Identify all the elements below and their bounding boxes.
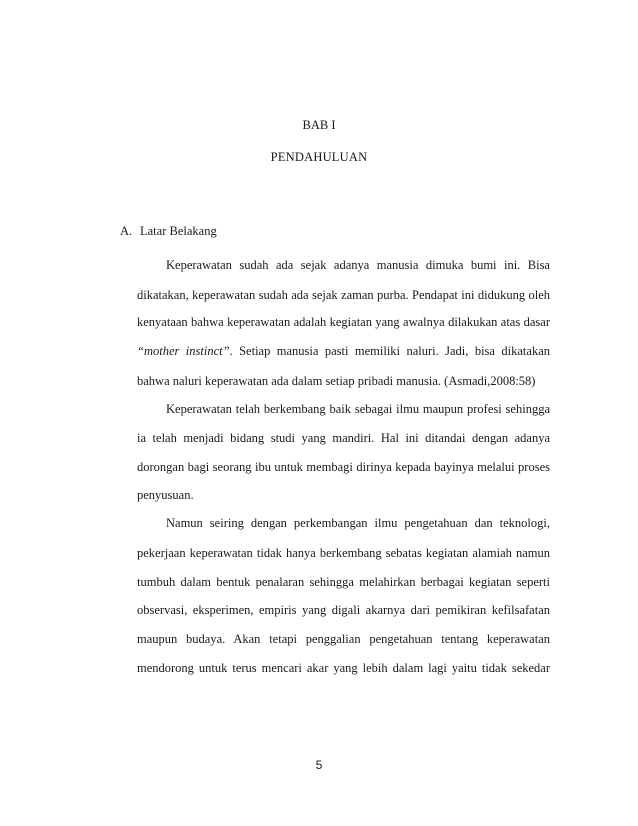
paragraph-3-line-6: mendorong untuk terus mencari akar yang lebih dalam lagi yaitu tidak sekedar: [137, 661, 550, 675]
paragraph-1-line-5: bahwa naluri keperawatan ada dalam setiap pribadi manusia. (Asmadi,2008:58): [137, 374, 536, 388]
paragraph-2-line-4: penyusuan.: [137, 488, 194, 502]
paragraph-1-line-3: kenyataan bahwa keperawatan adalah kegiatan yang awalnya dilakukan atas dasar: [137, 315, 550, 329]
chapter-title: PENDAHULUAN: [270, 150, 368, 164]
paragraph-3-line-4: observasi, eksperimen, empiris yang digali akarnya dari pemikiran kefilsafatan: [137, 603, 550, 617]
paragraph-1-line-2: dikatakan, keperawatan sudah ada sejak zaman purba. Pendapat ini didukung oleh: [137, 288, 550, 302]
line-continuation: . Setiap manusia pasti memiliki naluri. Jadi, bisa dikatakan: [229, 344, 550, 358]
paragraph-1-line-1: Keperawatan sudah ada sejak adanya manusia dimuka bumi ini. Bisa: [166, 258, 550, 272]
section-title: Latar Belakang: [140, 224, 217, 238]
section-marker: A.: [120, 224, 133, 238]
paragraph-1-line-4: [137, 344, 550, 358]
paragraph-3-line-3: tumbuh dalam bentuk penalaran sehingga melahirkan berbagai kegiatan seperti: [137, 575, 550, 589]
paragraph-3-line-2: pekerjaan keperawatan tidak hanya berkembang sebatas kegiatan alamiah namun: [137, 546, 550, 560]
paragraph-2-line-3: dorongan bagi seorang ibu untuk membagi dirinya kepada bayinya melalui proses: [137, 460, 550, 474]
paragraph-3-line-5: maupun budaya. Akan tetapi penggalian pengetahuan tentang keperawatan: [137, 632, 550, 646]
page-number: 5: [315, 758, 323, 772]
italic-phrase: “mother instinct”: [137, 344, 230, 358]
paragraph-2-line-1: Keperawatan telah berkembang baik sebagai ilmu maupun profesi sehingga: [166, 402, 550, 416]
chapter-number: BAB I: [302, 118, 336, 132]
section-heading: [120, 224, 217, 239]
paragraph-3-line-1: Namun seiring dengan perkembangan ilmu pengetahuan dan teknologi,: [166, 516, 550, 530]
paragraph-2-line-2: ia telah menjadi bidang studi yang mandiri. Hal ini ditandai dengan adanya: [137, 431, 550, 445]
